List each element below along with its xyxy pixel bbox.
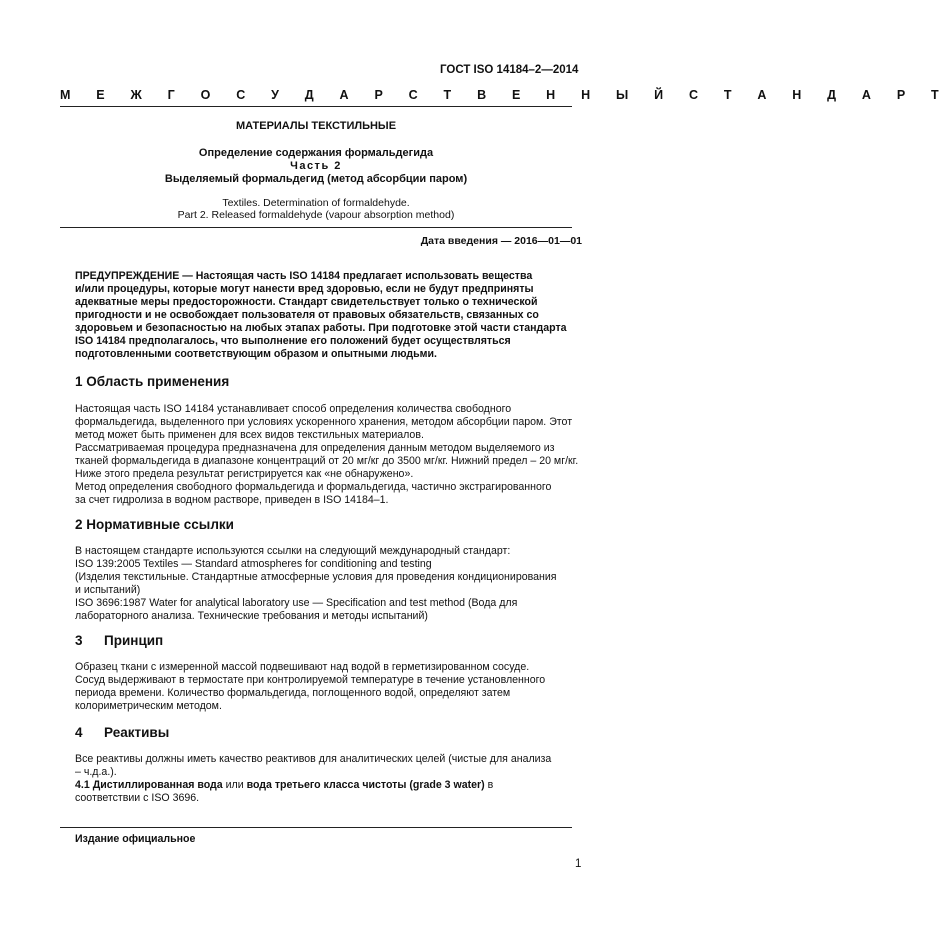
title-line-1: Определение содержания формальдегида <box>198 147 434 159</box>
section-2-line: В настоящем стандарте используются ссылки на следующий международный стандарт: <box>75 545 511 557</box>
normative-reference-iso3696: ISO 3696:1987 Water for analytical laboratory use — Specification and test method (Вода для <box>75 597 518 609</box>
section-4-number: 4 <box>75 725 83 740</box>
reagent-name-distilled-water: Дистиллированная вода <box>92 779 223 791</box>
warning-line: пригодности и не освобождает пользователя от правовых обязательств, связанных со <box>75 309 539 321</box>
section-3-line: колориметрическим методом. <box>75 700 222 712</box>
section-1-line: за счет гидролиза в водном растворе, приведен в ISO 14184–1. <box>75 494 389 506</box>
warning-line: адекватные меры предосторожности. Стандарт свидетельствует только о технической <box>75 296 538 308</box>
footer-divider <box>60 827 572 828</box>
section-4-title: Реактивы <box>104 725 170 740</box>
page-number: 1 <box>575 858 582 870</box>
title-part: Часть 2 <box>290 160 342 172</box>
section-3-heading <box>75 633 163 648</box>
header-divider <box>60 106 572 107</box>
section-2-line: (Изделия текстильные. Стандартные атмосферные условия для проведения кондиционирования <box>75 571 557 583</box>
reagent-name-grade3-water: вода третьего класса чистоты (grade 3 water) <box>246 779 485 791</box>
interstate-standard-banner: М Е Ж Г О С У Д А Р С Т В Е Н Н Ы Й С Т А Н Д А Р Т <box>60 88 950 102</box>
section-4-heading <box>75 725 169 740</box>
title-line-3: Выделяемый формальдегид (метод абсорбции паром) <box>164 173 468 185</box>
section-1-body <box>75 403 582 507</box>
warning-line: ПРЕДУПРЕЖДЕНИЕ — Настоящая часть ISO 14184 предлагает использовать вещества <box>75 270 533 282</box>
title-main: МАТЕРИАЛЫ ТЕКСТИЛЬНЫЕ <box>235 120 397 132</box>
title-divider <box>60 227 572 228</box>
warning-line: ISO 14184 предполагалось, что выполнение его положений будет осуществляться <box>75 335 511 347</box>
official-edition-label: Издание официальное <box>75 833 196 845</box>
section-1-line: Настоящая часть ISO 14184 устанавливает способ определения количества свободного <box>75 403 512 415</box>
section-1-line: Рассматриваемая процедура предназначена для определения данным методом выделяемого из <box>75 442 555 454</box>
normative-reference-iso139: ISO 139:2005 Textiles — Standard atmospheres for conditioning and testing <box>75 558 432 570</box>
reagent-or: или <box>225 779 244 791</box>
section-2-heading: 2 Нормативные ссылки <box>75 517 234 532</box>
section-1-line: метод может быть применен для всех видов текстильных материалов. <box>75 429 424 441</box>
section-2-line: и испытаний) <box>75 584 141 596</box>
reagent-tail: в <box>487 779 494 791</box>
introduction-date: Дата введения — 2016—01—01 <box>420 235 582 247</box>
section-1-line: формальдегида, выделенного при условиях ускоренного хранения, методом абсорбции паром. Этот <box>75 416 573 428</box>
title-english-1: Textiles. Determination of formaldehyde. <box>222 197 410 209</box>
section-4-body <box>75 753 582 805</box>
warning-line: здоровьем и безопасностью на любых этапах работы. При подготовке этой части стандарта <box>75 322 567 334</box>
section-4-line: – ч.д.а.). <box>75 766 117 778</box>
section-3-number: 3 <box>75 633 83 648</box>
section-4-line: соответствии с ISO 3696. <box>75 792 200 804</box>
warning-line: подготовленными соответствующим образом и опытными людьми. <box>75 348 437 360</box>
warning-paragraph <box>75 270 582 361</box>
title-english-2: Part 2. Released formaldehyde (vapour absorption method) <box>177 209 455 221</box>
section-1-heading: 1 Область применения <box>75 374 230 389</box>
section-3-line: Сосуд выдерживают в термостате при контролируемой температуре в течение установленного <box>75 674 546 686</box>
section-2-line: лабораторного анализа. Технические требования и методы испытаний) <box>75 610 428 622</box>
section-4-line: Все реактивы должны иметь качество реактивов для аналитических целей (чистые для анализа <box>75 753 552 765</box>
section-1-line: Ниже этого предела результат регистрируется как «не обнаружено». <box>75 468 414 480</box>
document-number: ГОСТ ISO 14184–2—2014 <box>440 64 579 76</box>
section-1-line: тканей формальдегида в диапазоне концентраций от 20 мг/кг до 3500 мг/кг. Нижний предел – 20 мг/кг. <box>75 455 579 467</box>
section-3-line: периода времени. Количество формальдегида, поглощенного водой, определяют затем <box>75 687 511 699</box>
section-3-title: Принцип <box>104 633 164 648</box>
warning-line: и/или процедуры, которые могут нанести вред здоровью, если не будут предприняты <box>75 283 534 295</box>
section-3-body <box>75 661 582 713</box>
reagent-item-4-1 <box>75 779 582 792</box>
reagent-item-number: 4.1 <box>75 779 90 791</box>
section-2-body <box>75 545 582 623</box>
section-3-line: Образец ткани с измеренной массой подвешивают над водой в герметизированном сосуде. <box>75 661 530 673</box>
section-1-line: Метод определения свободного формальдегида и формальдегида, частично экстрагированного <box>75 481 552 493</box>
